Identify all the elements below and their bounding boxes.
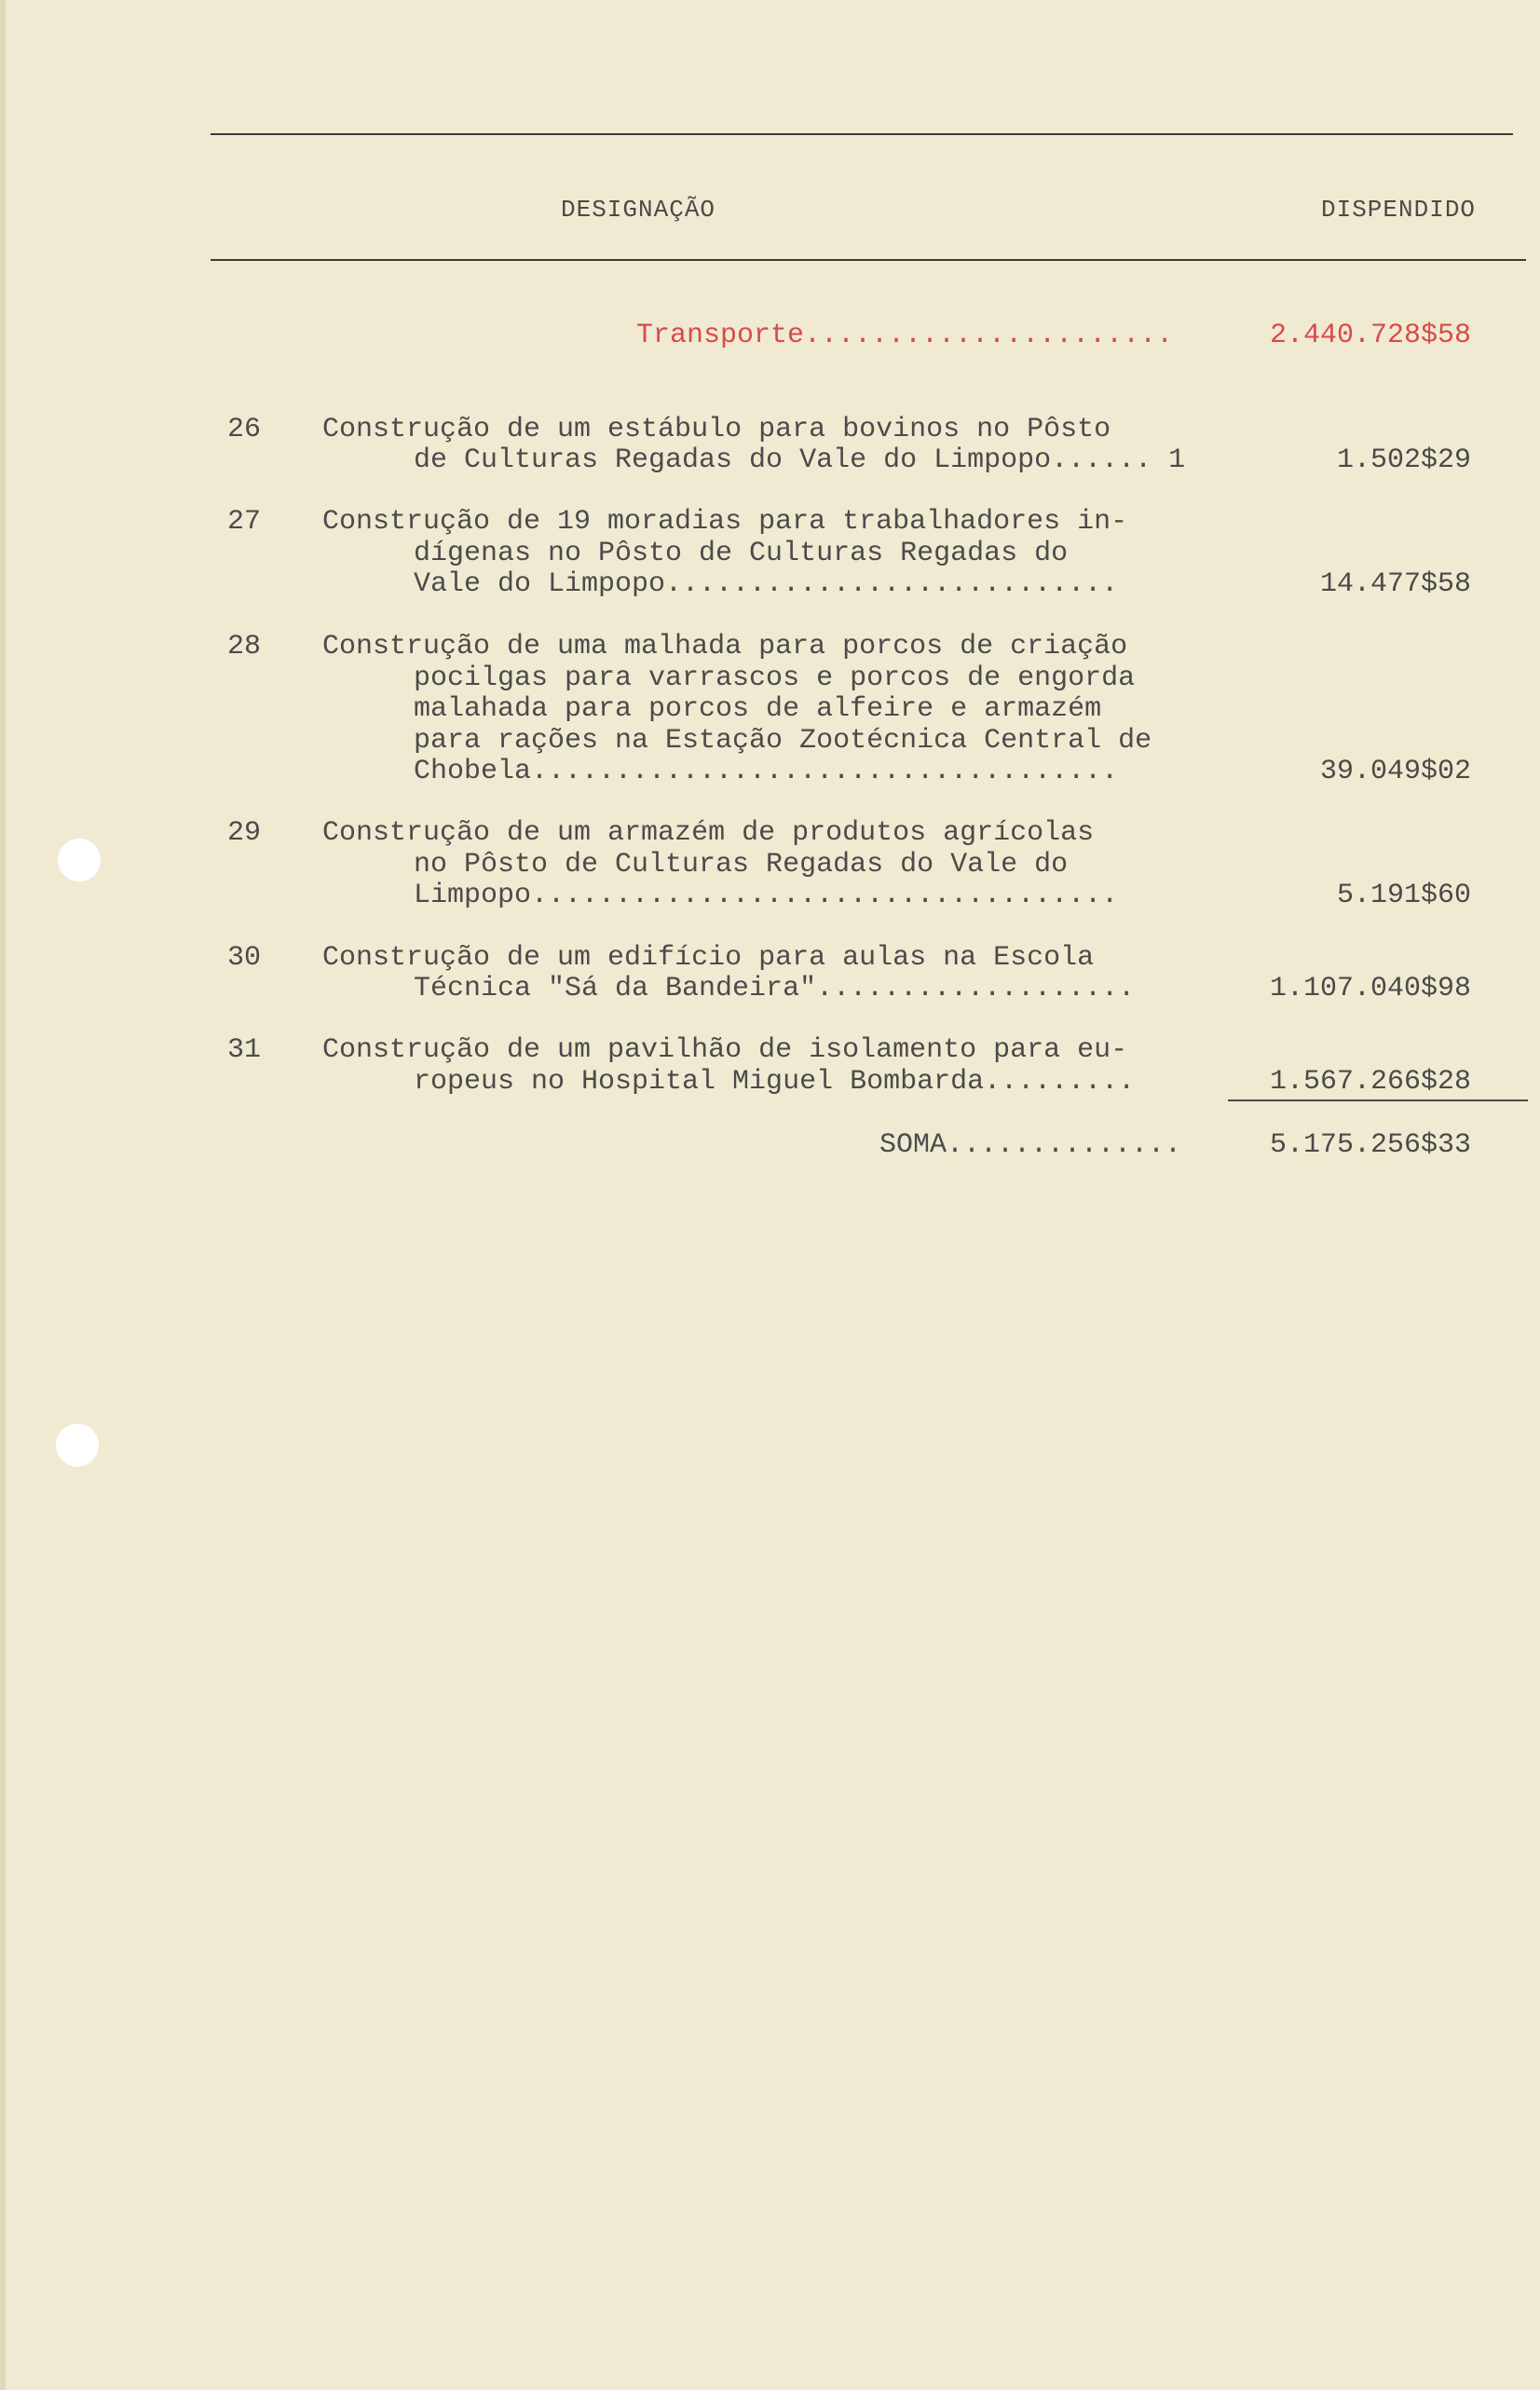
item-text-line: Limpopo...................................: [414, 880, 1119, 911]
item-number: 29: [227, 817, 262, 849]
item-text-line: Chobela...................................: [414, 756, 1119, 787]
item-value: 1.502$29: [1336, 444, 1471, 476]
transporte-value: 2.440.728$58: [1269, 320, 1471, 351]
punch-hole-bottom: [56, 1424, 99, 1467]
item-text-line: Construção de um pavilhão de isolamento para eu-: [322, 1034, 1128, 1066]
item-number: 26: [227, 414, 262, 445]
item-value: 1.107.040$98: [1269, 973, 1471, 1004]
item-text-line: Construção de uma malhada para porcos de criação: [322, 631, 1128, 662]
column-header-designacao: DESIGNAÇÃO: [561, 196, 716, 224]
punch-hole-top: [58, 839, 101, 881]
item-number: 30: [227, 942, 262, 974]
item-text-line: Construção de 19 moradias para trabalhadores in-: [322, 506, 1128, 538]
item-number: 27: [227, 506, 262, 538]
column-header-dispendido: DISPENDIDO: [1321, 196, 1477, 224]
item-text-line: malahada para porcos de alfeire e armazém: [414, 693, 1102, 725]
item-text-line: Técnica "Sá da Bandeira"...................: [414, 973, 1136, 1004]
item-text-line: Construção de um estábulo para bovinos no Pôsto: [322, 414, 1111, 445]
item-number: 28: [227, 631, 262, 662]
item-text-line: pocilgas para varrascos e porcos de engorda: [414, 662, 1136, 694]
item-text-line: no Pôsto de Culturas Regadas do Vale do: [414, 849, 1069, 881]
header-bottom-rule: [211, 259, 1526, 261]
item-text-line: ropeus no Hospital Miguel Bombarda.........: [414, 1066, 1136, 1098]
transporte-label: Transporte......................: [636, 320, 1174, 351]
header-top-rule: [211, 133, 1513, 135]
total-underline: [1228, 1099, 1528, 1101]
soma-value: 5.175.256$33: [1269, 1129, 1471, 1161]
item-value: 14.477$58: [1319, 568, 1471, 600]
item-value: 5.191$60: [1336, 880, 1471, 911]
item-value: 39.049$02: [1319, 756, 1471, 787]
page-edge: [0, 0, 6, 2390]
item-text-line: Vale do Limpopo...........................: [414, 568, 1119, 600]
item-text-line: Construção de um edifício para aulas na Escola: [322, 942, 1095, 974]
item-text-line: para rações na Estação Zootécnica Central de: [414, 725, 1152, 757]
soma-label: SOMA..............: [879, 1129, 1182, 1161]
item-text-line: dígenas no Pôsto de Culturas Regadas do: [414, 538, 1069, 569]
item-number: 31: [227, 1034, 262, 1066]
item-value: 1.567.266$28: [1269, 1066, 1471, 1098]
item-text-line: de Culturas Regadas do Vale do Limpopo...... 1: [414, 444, 1186, 476]
item-text-line: Construção de um armazém de produtos agrícolas: [322, 817, 1095, 849]
